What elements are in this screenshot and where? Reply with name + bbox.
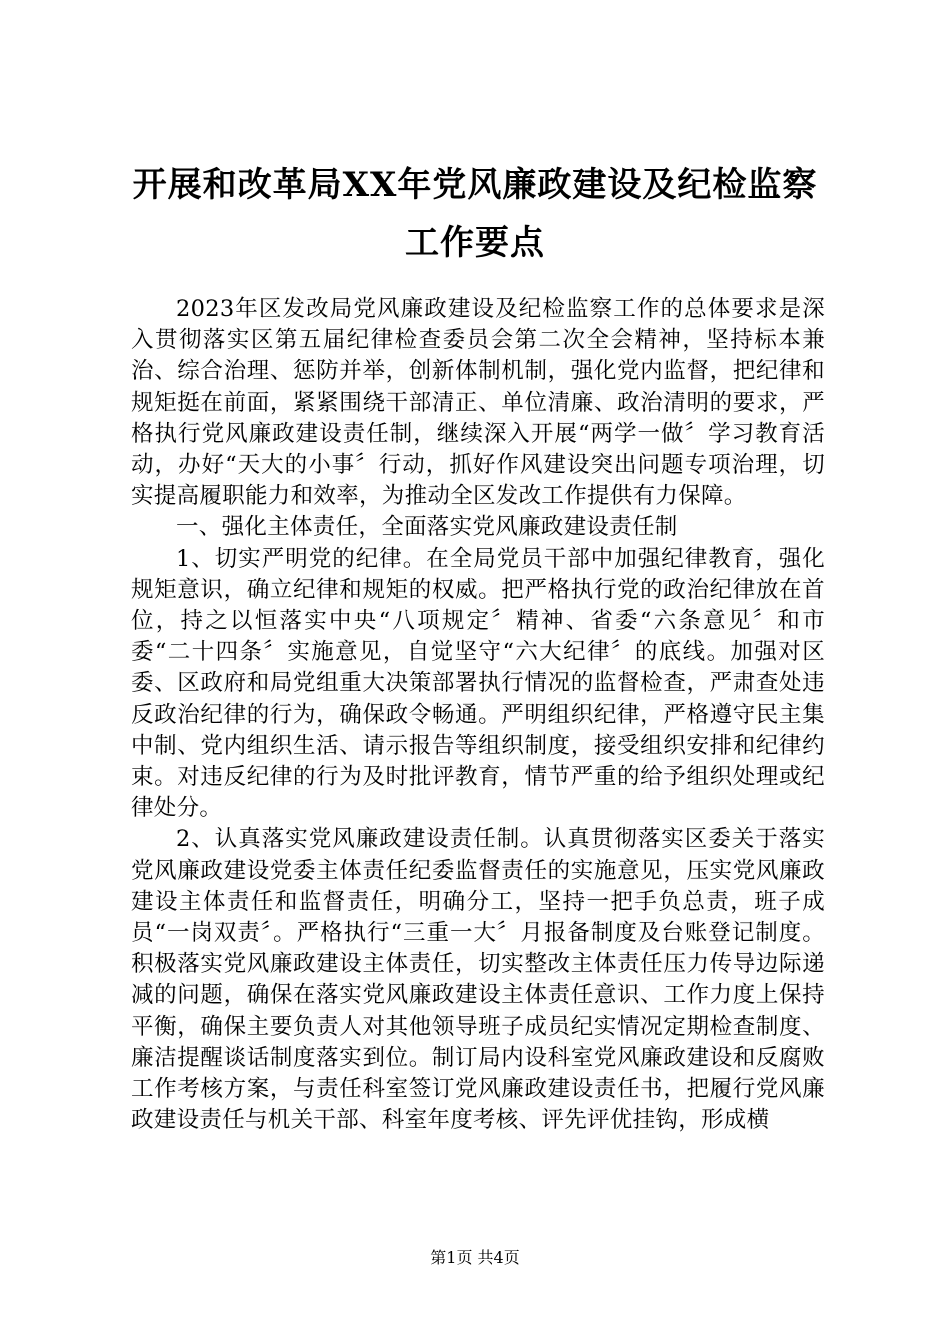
document-body — [131, 294, 825, 1136]
paragraph-item-2: 2、认真落实党风廉政建设责任制。认真贯彻落实区委关于落实党风廉政建设党委主体责任纪委监督责任的实施意见，压实党风廉政建设主体责任和监督责任，明确分工，坚持一把手负总责，班子成员“一岗双责〞。严格执行“三重一大〞月报备制度及台账登记制度。积极落实党风廉政建设主体责任，切实整改主体责任压力传导边际递减的问题，确保在落实党风廉政建设主体责任意识、工作力度上保持平衡，确保主要负责人对其他领导班子成员纪实情况定期检查制度、廉洁提醒谈话制度落实到位。制订局内设科室党风廉政建设和反腐败工作考核方案，与责任科室签订党风廉政建设责任书，把履行党风廉政建设责任与机关干部、科室年度考核、评先评优挂钩，形成横 — [131, 826, 825, 1134]
document-title: 开展和改革局XX年党风廉政建设及纪检监察工作要点 — [132, 165, 818, 263]
section-heading-1: 一、强化主体责任，全面落实党风廉政建设责任制 — [176, 514, 678, 541]
paragraph-intro: 2023年区发改局党风廉政建设及纪检监察工作的总体要求是深入贯彻落实区第五届纪律检查委员会第二次全会精神，坚持标本兼治、综合治理、惩防并举，创新体制机制，强化党内监督，把纪律和规矩挺在前面，紧紧围绕干部清正、单位清廉、政治清明的要求，严格执行党风廉政建设责任制，继续深入开展“两学一做〞学习教育活动，办好“天大的小事〞行动，抓好作风建设突出问题专项治理，切实提高履职能力和效率，为推动全区发改工作提供有力保障。 — [131, 296, 825, 510]
page-footer: 第1页 共4页 — [430, 1248, 520, 1267]
paragraph-item-1: 1、切实严明党的纪律。在全局党员干部中加强纪律教育，强化规矩意识，确立纪律和规矩的权威。把严格执行党的政治纪律放在首位，持之以恒落实中央“八项规定〞精神、省委“六条意见〞和市委“二十四条〞实施意见，自觉坚守“六大纪律〞的底线。加强对区委、区政府和局党组重大决策部署执行情况的监督检查，严肃查处违反政治纪律的行为，确保政令畅通。严明组织纪律，严格遵守民主集中制、党内组织生活、请示报告等组织制度，接受组织安排和纪律约束。对违反纪律的行为及时批评教育，情节严重的给予组织处理或纪律处分。 — [131, 545, 825, 822]
